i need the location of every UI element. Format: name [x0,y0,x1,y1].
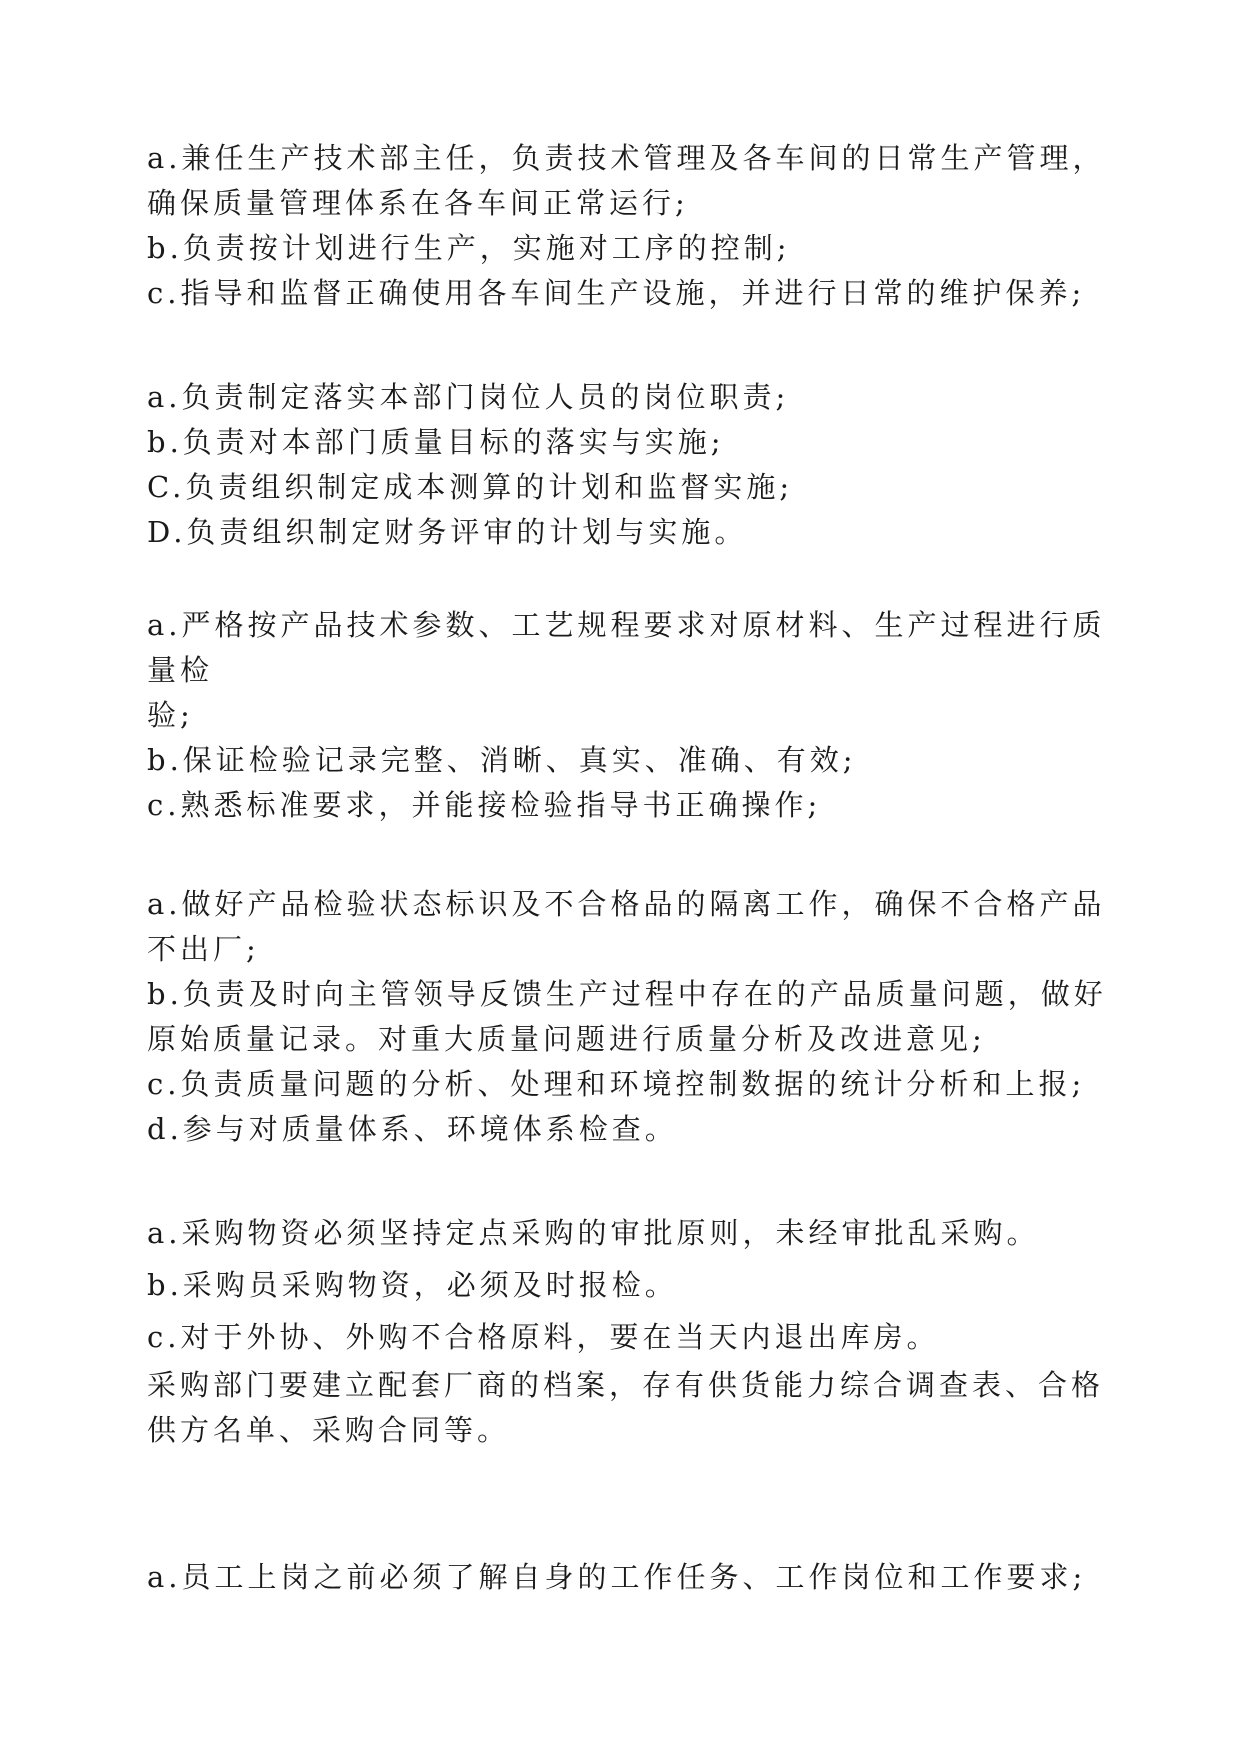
section-quality-duties [147,882,1127,1152]
text-line: a.员工上岗之前必须了解自身的工作任务、工作岗位和工作要求; [147,1560,1087,1594]
section-employee-rules [147,1555,1127,1600]
text-line: 不出厂; [147,932,260,966]
text-line: 原始质量记录。对重大质量问题进行质量分析及改进意见; [147,1022,986,1056]
text-line: b.负责按计划进行生产，实施对工序的控制; [147,231,791,265]
text-line: b.负责对本部门质量目标的落实与实施; [147,425,725,459]
text-line: D.负责组织制定财务评审的计划与实施。 [147,515,748,549]
text-line: a.严格按产品技术参数、工艺规程要求对原材料、生产过程进行质 [147,608,1106,642]
section-inspection-duties [147,603,1127,828]
text-line: 验; [147,698,194,732]
text-line: b.采购员采购物资，必须及时报检。 [147,1268,678,1302]
text-line: 量检 [147,653,214,687]
text-line: a.兼任生产技术部主任，负责技术管理及各车间的日常生产管理， [147,141,1106,175]
text-line: 供方名单、采购合同等。 [147,1413,511,1447]
text-line: a.负责制定落实本部门岗位人员的岗位职责; [147,380,790,414]
text-line: c.指导和监督正确使用各车间生产设施，并进行日常的维护保养; [147,276,1086,310]
text-line: 采购部门要建立配套厂商的档案，存有供货能力综合调查表、合格 [147,1368,1105,1402]
text-line: c.负责质量问题的分析、处理和环境控制数据的统计分析和上报; [147,1067,1086,1101]
section-production-duties [147,136,1127,316]
text-line: b.保证检验记录完整、消晰、真实、准确、有效; [147,743,857,777]
text-line: a.采购物资必须坚持定点采购的审批原则，未经审批乱采购。 [147,1216,1040,1250]
text-line: d.参与对质量体系、环境体系检查。 [147,1112,678,1146]
text-line: 确保质量管理体系在各车间正常运行; [147,186,689,220]
text-line: c.熟悉标准要求，并能接检验指导书正确操作; [147,788,822,822]
section-finance-duties [147,375,1127,555]
section-purchasing-rules [147,1207,1127,1453]
text-line: a.做好产品检验状态标识及不合格品的隔离工作，确保不合格产品 [147,887,1106,921]
text-line: C.负责组织制定成本测算的计划和监督实施; [147,470,794,504]
text-line: c.对于外协、外购不合格原料，要在当天内退出库房。 [147,1320,940,1354]
text-line: b.负责及时向主管领导反馈生产过程中存在的产品质量问题，做好 [147,977,1107,1011]
